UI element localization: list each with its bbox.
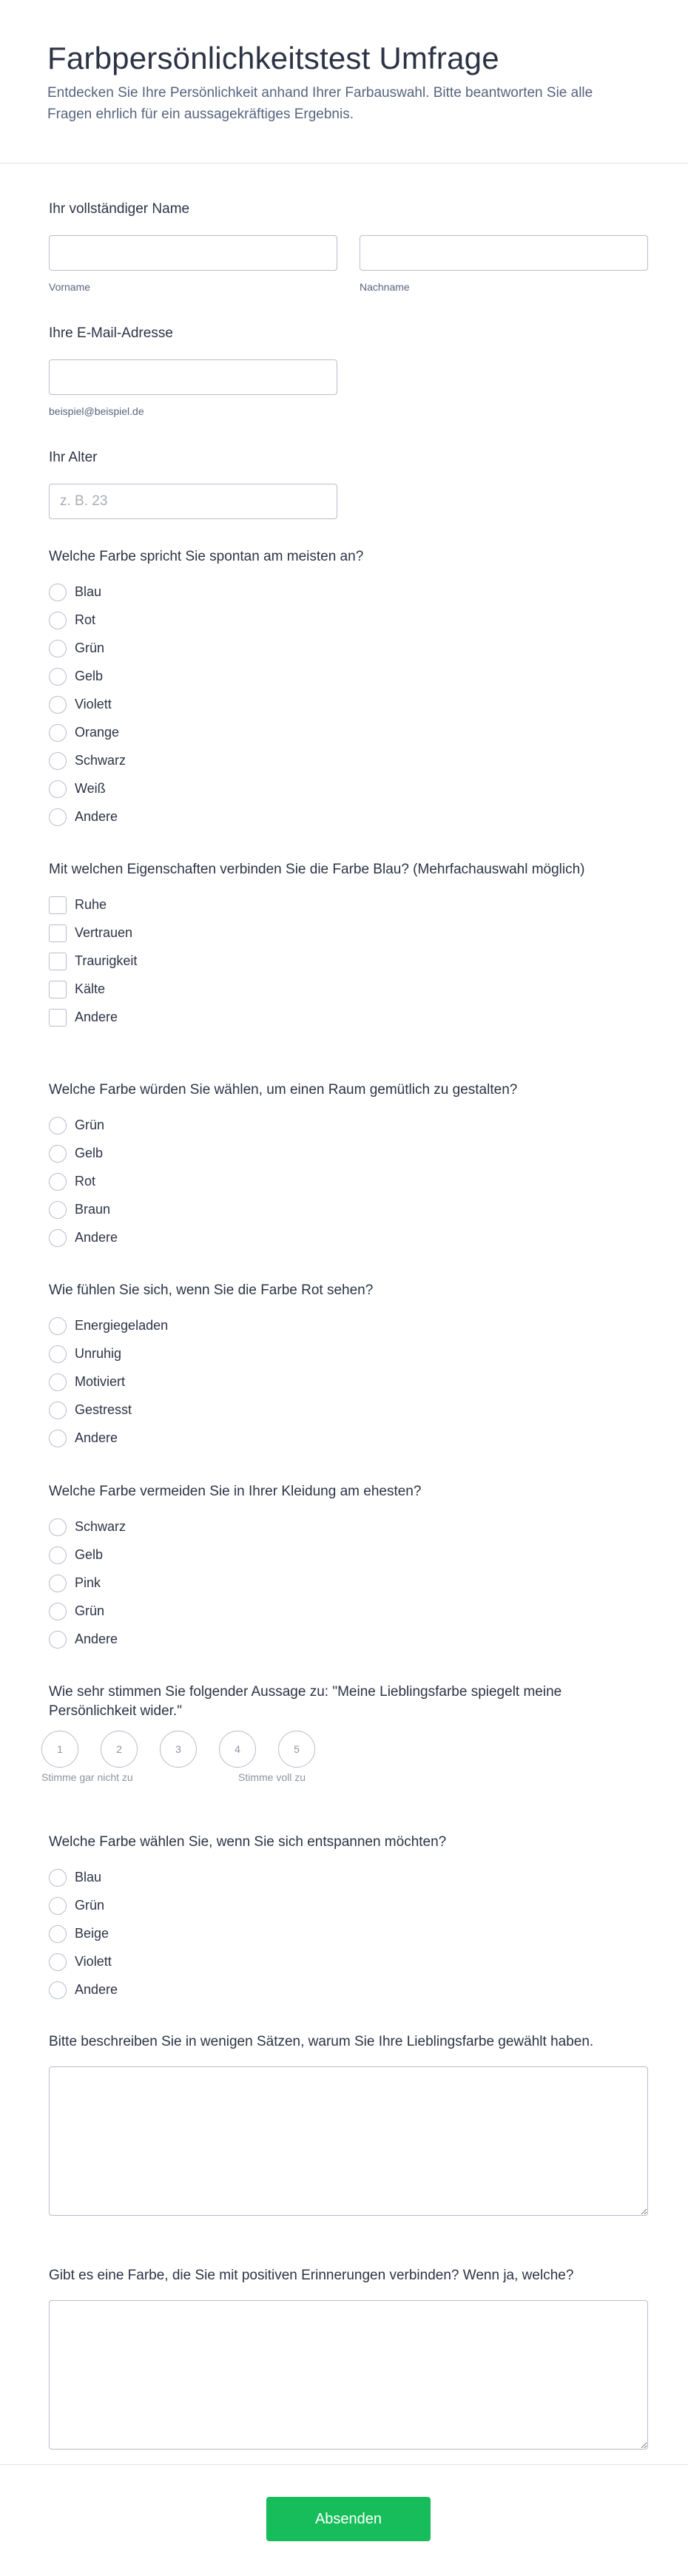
option-label: Schwarz — [75, 753, 127, 768]
option-label: Grün — [75, 1118, 105, 1133]
option-label: Andere — [75, 1230, 118, 1245]
scale-option-4[interactable]: 4 — [219, 1731, 256, 1768]
option-label: Gestresst — [75, 1402, 132, 1418]
radio-option[interactable] — [49, 691, 648, 719]
scale-low-label: Stimme gar nicht zu — [41, 1771, 133, 1783]
option-label: Unruhig — [75, 1346, 122, 1362]
option-label: Kälte — [75, 981, 106, 997]
form-footer — [0, 2464, 688, 2576]
radio-option[interactable] — [49, 1920, 648, 1948]
radio-option[interactable] — [49, 1513, 648, 1541]
option-label: Gelb — [75, 669, 104, 684]
radio-button[interactable] — [49, 752, 67, 770]
question-label: Wie sehr stimmen Sie folgender Aussage zu: "Meine Lieblingsfarbe spiegelt meine Persönlichkeit wider." — [49, 1684, 562, 1719]
email-sublabel: beispiel@beispiel.de — [49, 405, 144, 417]
radio-option[interactable] — [49, 1196, 648, 1224]
scale-high-label: Stimme voll zu — [238, 1771, 306, 1783]
radio-button[interactable] — [49, 1546, 67, 1564]
question-agreement-scale — [49, 1683, 648, 1720]
radio-button[interactable] — [49, 780, 67, 798]
radio-button[interactable] — [49, 668, 67, 686]
option-label: Motiviert — [75, 1374, 126, 1390]
radio-option[interactable] — [49, 1892, 648, 1920]
radio-option[interactable] — [49, 1112, 648, 1140]
radio-button[interactable] — [49, 1631, 67, 1649]
question-label: Welche Farbe vermeiden Sie in Ihrer Kleidung am ehesten? — [49, 1484, 422, 1499]
option-label: Schwarz — [75, 1519, 127, 1535]
radio-button[interactable] — [49, 1317, 67, 1335]
option-label: Grün — [75, 1898, 105, 1913]
scale-buttons — [41, 1731, 337, 1768]
radio-option[interactable] — [49, 663, 648, 691]
scale-option-2[interactable]: 2 — [101, 1731, 138, 1768]
checkbox[interactable] — [49, 896, 67, 914]
email-field-group — [49, 324, 337, 417]
question-favorite-color-reason — [49, 2032, 648, 2216]
question-cozy-room-color — [49, 1081, 648, 1252]
radio-option[interactable] — [49, 1598, 648, 1626]
options-list — [49, 1864, 648, 2004]
radio-option[interactable] — [49, 1864, 648, 1892]
checkbox-option[interactable] — [49, 891, 648, 919]
radio-option[interactable] — [49, 1541, 648, 1569]
question-blue-traits — [49, 860, 648, 1032]
radio-button[interactable] — [49, 1518, 67, 1536]
question-label: Welche Farbe wählen Sie, wenn Sie sich entspannen möchten? — [49, 1834, 447, 1850]
radio-option[interactable] — [49, 606, 648, 635]
radio-button[interactable] — [49, 1201, 67, 1219]
radio-button[interactable] — [49, 724, 67, 742]
question-label: Welche Farbe spricht Sie spontan am meisten an? — [49, 549, 364, 564]
scale-option-3[interactable]: 3 — [160, 1731, 197, 1768]
radio-button[interactable] — [49, 640, 67, 657]
question-relax-color — [49, 1833, 648, 2004]
options-list — [49, 891, 648, 1032]
radio-button[interactable] — [49, 1173, 67, 1191]
radio-button[interactable] — [49, 1402, 67, 1419]
radio-option[interactable] — [49, 1396, 648, 1424]
option-label: Andere — [75, 1632, 118, 1647]
radio-option[interactable] — [49, 1626, 648, 1654]
radio-option[interactable] — [49, 635, 648, 663]
checkbox[interactable] — [49, 1009, 67, 1027]
radio-option[interactable] — [49, 1569, 648, 1598]
email-input[interactable] — [49, 359, 337, 395]
question-label: Wie fühlen Sie sich, wenn Sie die Farbe Rot sehen? — [49, 1282, 374, 1298]
option-label: Andere — [75, 1010, 118, 1025]
radio-button[interactable] — [49, 1603, 67, 1620]
option-label: Andere — [75, 1430, 118, 1446]
radio-button[interactable] — [49, 612, 67, 629]
options-list — [49, 578, 648, 831]
option-label: Vertrauen — [75, 925, 133, 941]
option-label: Grün — [75, 640, 105, 656]
radio-button[interactable] — [49, 1430, 67, 1447]
radio-button[interactable] — [49, 1117, 67, 1135]
options-list — [49, 1112, 648, 1252]
radio-button[interactable] — [49, 1145, 67, 1163]
radio-button[interactable] — [49, 1373, 67, 1391]
option-label: Braun — [75, 1202, 111, 1217]
option-label: Andere — [75, 1982, 118, 1998]
radio-option[interactable] — [49, 578, 648, 606]
option-label: Violett — [75, 697, 112, 712]
radio-button[interactable] — [49, 808, 67, 826]
scale-option-5[interactable]: 5 — [278, 1731, 315, 1768]
email-label: Ihre E-Mail-Adresse — [49, 325, 173, 341]
radio-option[interactable] — [49, 1140, 648, 1168]
checkbox[interactable] — [49, 924, 67, 942]
age-field-group — [49, 448, 337, 519]
name-field-group — [49, 200, 648, 293]
rating-scale — [41, 1731, 337, 1800]
radio-option[interactable] — [49, 803, 648, 831]
memory-textarea[interactable] — [49, 2300, 648, 2450]
radio-button[interactable] — [49, 1897, 67, 1915]
radio-option[interactable] — [49, 1224, 648, 1252]
radio-button[interactable] — [49, 696, 67, 714]
option-label: Beige — [75, 1926, 109, 1941]
option-label: Blau — [75, 584, 102, 600]
first-name-sublabel: Vorname — [49, 280, 91, 293]
page-title: Farbpersönlichkeitstest Umfrage — [47, 41, 499, 75]
checkbox-option[interactable] — [49, 919, 648, 947]
checkbox[interactable] — [49, 953, 67, 970]
radio-option[interactable] — [49, 1368, 648, 1396]
last-name-sublabel: Nachname — [360, 280, 410, 293]
radio-option[interactable] — [49, 1976, 648, 2004]
radio-button[interactable] — [49, 1953, 67, 1971]
option-label: Rot — [75, 612, 96, 628]
question-label: Bitte beschreiben Sie in wenigen Sätzen, warum Sie Ihre Lieblingsfarbe gewählt haben. — [49, 2034, 594, 2049]
question-feeling-red — [49, 1281, 648, 1453]
radio-option[interactable] — [49, 1948, 648, 1976]
radio-option[interactable] — [49, 1168, 648, 1196]
age-label: Ihr Alter — [49, 450, 98, 465]
options-list — [49, 1513, 648, 1654]
submit-button[interactable]: Absenden — [266, 2497, 431, 2541]
option-label: Energiegeladen — [75, 1318, 169, 1333]
question-label: Mit welchen Eigenschaften verbinden Sie die Farbe Blau? (Mehrfachauswahl möglich) — [49, 862, 585, 877]
radio-button[interactable] — [49, 584, 67, 601]
radio-option[interactable] — [49, 747, 648, 775]
option-label: Andere — [75, 809, 118, 825]
radio-option[interactable] — [49, 719, 648, 747]
first-name-input[interactable] — [49, 235, 337, 271]
radio-button[interactable] — [49, 1869, 67, 1887]
radio-option[interactable] — [49, 1312, 648, 1340]
checkbox-option[interactable] — [49, 1004, 648, 1032]
radio-option[interactable] — [49, 1340, 648, 1368]
question-label: Gibt es eine Farbe, die Sie mit positiven Erinnerungen verbinden? Wenn ja, welche? — [49, 2268, 574, 2283]
radio-button[interactable] — [49, 1925, 67, 1943]
option-label: Ruhe — [75, 897, 107, 913]
option-label: Pink — [75, 1575, 101, 1591]
option-label: Orange — [75, 725, 120, 740]
option-label: Rot — [75, 1174, 96, 1189]
question-positive-memory-color — [49, 2266, 648, 2450]
checkbox[interactable] — [49, 981, 67, 998]
option-label: Gelb — [75, 1146, 104, 1161]
scale-option-1[interactable]: 1 — [41, 1731, 78, 1768]
age-input[interactable] — [49, 484, 337, 519]
last-name-input[interactable] — [360, 235, 648, 271]
radio-button[interactable] — [49, 1345, 67, 1363]
radio-button[interactable] — [49, 1229, 67, 1247]
option-label: Gelb — [75, 1547, 104, 1563]
question-label: Welche Farbe würden Sie wählen, um einen Raum gemütlich zu gestalten? — [49, 1082, 518, 1098]
name-label: Ihr vollständiger Name — [49, 201, 190, 217]
checkbox-option[interactable] — [49, 976, 648, 1004]
radio-option[interactable] — [49, 775, 648, 803]
checkbox-option[interactable] — [49, 947, 648, 976]
radio-button[interactable] — [49, 1575, 67, 1592]
option-label: Blau — [75, 1870, 102, 1885]
option-label: Traurigkeit — [75, 953, 138, 969]
radio-button[interactable] — [49, 1981, 67, 1999]
reason-textarea[interactable] — [49, 2066, 648, 2216]
option-label: Violett — [75, 1954, 112, 1970]
option-label: Weiß — [75, 781, 106, 797]
question-avoid-clothing-color — [49, 1482, 648, 1654]
option-label: Grün — [75, 1603, 105, 1619]
radio-option[interactable] — [49, 1424, 648, 1453]
page-description: Entdecken Sie Ihre Persönlichkeit anhand Ihrer Farbauswahl. Bitte beantworten Sie alle Fragen ehrlich für ein aussagekräftiges Ergebnis. — [47, 85, 593, 122]
question-favorite-color — [49, 547, 648, 831]
options-list — [49, 1312, 648, 1453]
form-header — [0, 0, 688, 163]
